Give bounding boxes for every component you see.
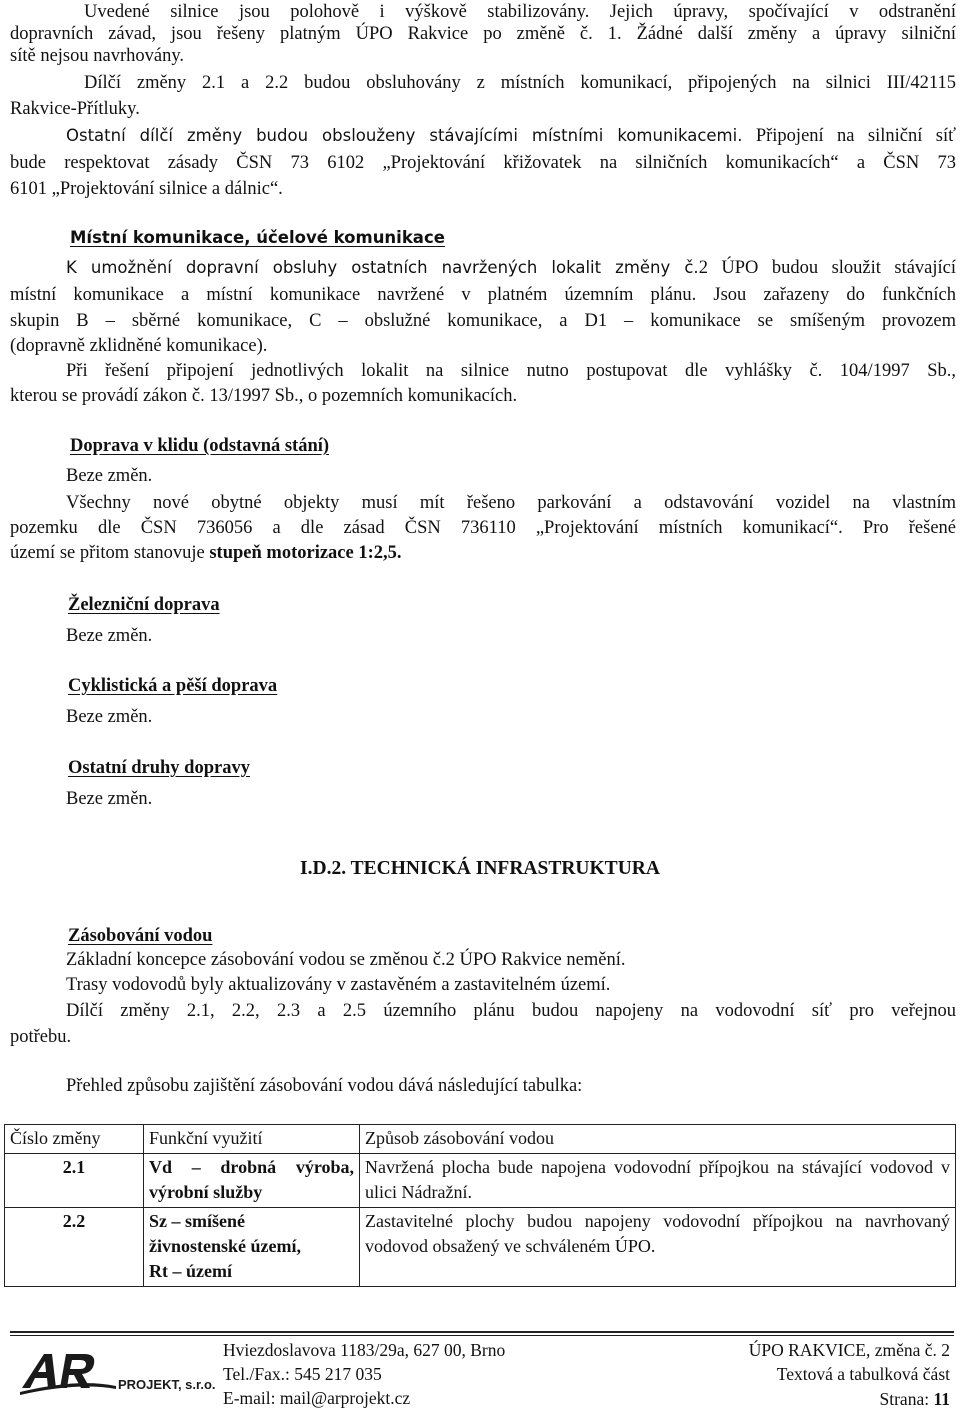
section-title: I.D.2. TECHNICKÁ INFRASTRUKTURA bbox=[300, 858, 660, 879]
heading-rail: Železniční doprava bbox=[68, 595, 220, 615]
use-line: výrobní služby bbox=[149, 1182, 263, 1202]
table-header-cell: Způsob zásobování vodou bbox=[360, 1125, 956, 1154]
paragraph-line: skupin B – sběrné komunikace, C – obslužné komunikace, a D1 – komunikace se smíšeným provozem bbox=[10, 311, 956, 331]
footer-address: Hviezdoslavova 1183/29a, 627 00, Brno bbox=[223, 1340, 506, 1360]
water-supply-table bbox=[4, 1124, 956, 1287]
change-number-cell: 2.1 bbox=[5, 1154, 144, 1208]
paragraph-line: místní komunikace a místní komunikace navržené v platném územním plánu. Jsou zařazeny do funkčních bbox=[10, 285, 956, 305]
use-cell bbox=[144, 1154, 360, 1208]
logo-company-text: PROJEKT, s.r.o. bbox=[118, 1377, 216, 1392]
paragraph-fragment: Připojení na silniční síť bbox=[742, 126, 956, 146]
table-row bbox=[5, 1208, 956, 1287]
heading-local-roads: Místní komunikace, účelové komunikace bbox=[70, 228, 445, 247]
paragraph-line: Dílčí změny 2.1 a 2.2 budou obsluhovány z místních komunikací, připojených na silnici III/42115 bbox=[84, 73, 956, 93]
table-header-cell: Číslo změny bbox=[5, 1125, 144, 1154]
footer-page bbox=[880, 1387, 951, 1411]
footer-email: E-mail: mail@arprojekt.cz bbox=[223, 1388, 411, 1408]
footer-phone: Tel./Fax.: 545 217 035 bbox=[223, 1364, 382, 1384]
paragraph-line bbox=[10, 541, 402, 565]
page-number: 11 bbox=[933, 1389, 950, 1409]
paragraph-line: Rakvice-Přítluky. bbox=[10, 99, 140, 119]
paragraph-fragment: K umožnění dopravní obsluhy ostatních navržených lokalit změny č. bbox=[66, 258, 699, 277]
paragraph-line: sítě nejsou navrhovány. bbox=[10, 46, 184, 66]
footer-divider bbox=[10, 1331, 954, 1333]
table-intro: Přehled způsobu zajištění zásobování vodou dává následující tabulka: bbox=[66, 1076, 583, 1096]
use-line: živnostenské území, bbox=[149, 1236, 301, 1256]
paragraph-line: Při řešení připojení jednotlivých lokalit na silnice nutno postupovat dle vyhlášky č. 104/1997 Sb., bbox=[66, 361, 956, 381]
paragraph-line: potřebu. bbox=[10, 1027, 72, 1047]
heading-other-transport: Ostatní druhy dopravy bbox=[68, 758, 250, 778]
footer-document-title: ÚPO RAKVICE, změna č. 2 bbox=[748, 1340, 950, 1360]
heading-parking: Doprava v klidu (odstavná stání) bbox=[70, 436, 330, 456]
paragraph-line: Základní koncepce zásobování vodou se změnou č.2 ÚPO Rakvice nemění. bbox=[66, 950, 626, 970]
paragraph-fragment: Ostatní dílčí změny budou obslouženy stávajícími místními komunikacemi. bbox=[66, 126, 743, 145]
company-logo bbox=[18, 1348, 216, 1396]
paragraph-line: pozemku dle ČSN 736056 a dle zásad ČSN 736110 „Projektování místních komunikací“. Pro řešené bbox=[10, 518, 956, 538]
heading-cycling: Cyklistická a pěší doprava bbox=[68, 676, 278, 696]
table-header-row bbox=[5, 1125, 956, 1154]
table-row bbox=[5, 1154, 956, 1208]
heading-water-supply: Zásobování vodou bbox=[68, 926, 213, 946]
paragraph-line bbox=[66, 124, 956, 148]
use-line: Sz – smíšené bbox=[149, 1211, 245, 1231]
paragraph-line: kterou se provádí zákon č. 13/1997 Sb., o pozemních komunikacích. bbox=[10, 386, 518, 406]
paragraph-fragment: území se přitom stanovuje bbox=[10, 543, 210, 563]
paragraph-line: Trasy vodovodů byly aktualizovány v zastavěném a zastavitelném území. bbox=[66, 975, 611, 995]
paragraph-line: bude respektovat zásady ČSN 73 6102 „Projektování křižovatek na silničních komunikacích“ a ČSN 73 bbox=[10, 153, 956, 173]
paragraph-line: Dílčí změny 2.1, 2.2, 2.3 a 2.5 územního plánu budou napojeny na vodovodní síť pro veřejnou bbox=[66, 1001, 956, 1021]
paragraph-line: Všechny nové obytné objekty musí mít řešeno parkování a odstavování vozidel na vlastním bbox=[66, 493, 956, 513]
ar-logo-icon bbox=[18, 1348, 216, 1396]
paragraph-line bbox=[66, 256, 956, 280]
motorization-level: stupeň motorizace 1:2,5. bbox=[209, 543, 402, 563]
supply-cell: Navržená plocha bude napojena vodovodní přípojkou na stávající vodovod v ulici Nádražní. bbox=[360, 1154, 956, 1208]
footer-divider bbox=[10, 1335, 954, 1336]
supply-cell: Zastavitelné plochy budou napojeny vodovodní přípojkou na navrhovaný vodovod obsažený ve schváleném ÚPO. bbox=[360, 1208, 956, 1287]
no-change-text: Beze změn. bbox=[66, 707, 153, 727]
paragraph-line: (dopravně zklidněné komunikace). bbox=[10, 336, 268, 356]
footer-document-part: Textová a tabulková část bbox=[776, 1364, 950, 1384]
change-number-cell: 2.2 bbox=[5, 1208, 144, 1287]
paragraph-line: 6101 „Projektování silnice a dálnic“. bbox=[10, 179, 283, 199]
paragraph-line: dopravních závad, jsou řešeny platným ÚPO Rakvice po změně č. 1. Žádné další změny a úpravy silniční bbox=[10, 24, 956, 44]
no-change-text: Beze změn. bbox=[66, 626, 153, 646]
use-line: Vd – drobná výroba, bbox=[149, 1157, 354, 1177]
page-label: Strana: bbox=[879, 1389, 934, 1409]
paragraph-fragment: 2 ÚPO budou sloužit stávající bbox=[698, 258, 957, 278]
use-line: Rt – území bbox=[149, 1261, 232, 1281]
use-cell bbox=[144, 1208, 360, 1287]
no-change-text: Beze změn. bbox=[66, 789, 153, 809]
paragraph-line: Uvedené silnice jsou polohově i výškově stabilizovány. Jejich úpravy, spočívající v odstranění bbox=[84, 2, 956, 22]
no-change-text: Beze změn. bbox=[66, 466, 153, 486]
table-header-cell: Funkční využití bbox=[144, 1125, 360, 1154]
